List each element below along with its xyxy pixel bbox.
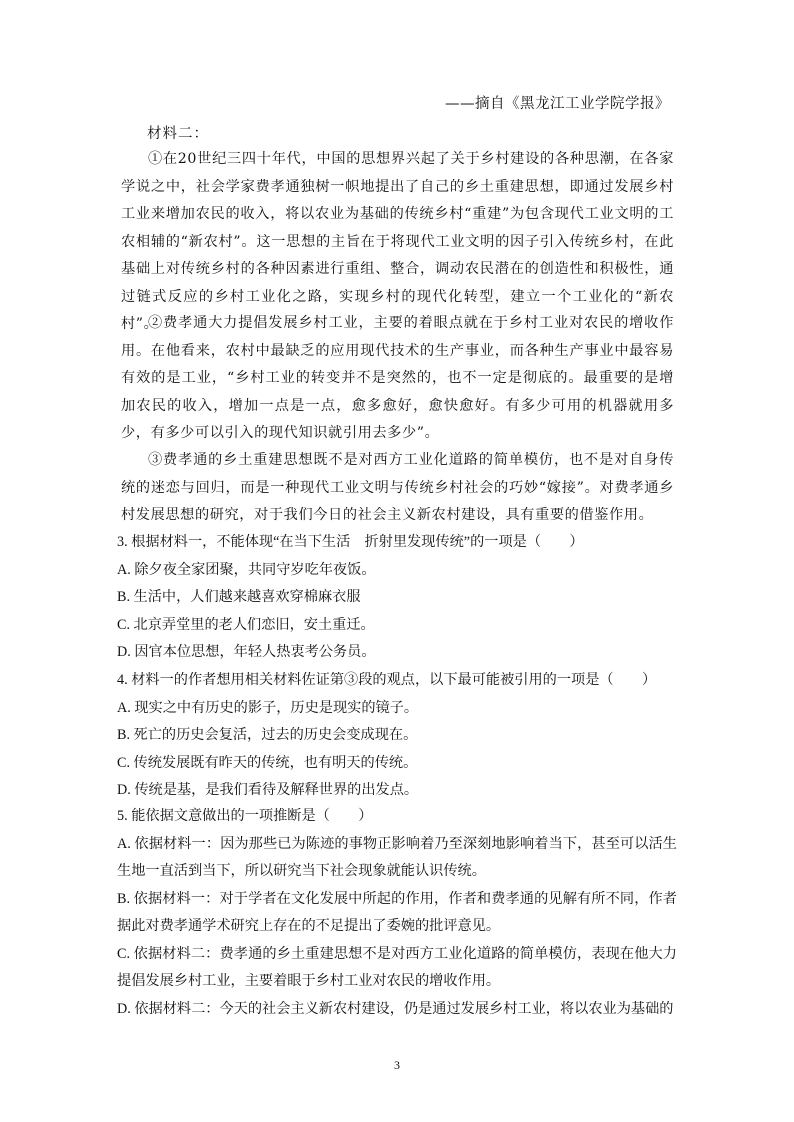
question-4-option-c: C. 传统发展既有昨天的传统，也有明天的传统。 [117, 754, 418, 771]
source-citation: ——摘自《黑龙江工业学院学报》 [445, 96, 670, 112]
question-3-option-c: C. 北京弄堂里的老人们恋旧，安土重迁。 [117, 616, 375, 633]
question-3-option-a: A. 除夕夜全家团聚，共同守岁吃年夜饭。 [117, 561, 376, 578]
material-2-paragraph-3: ③费孝通的乡土重建思想既不是对西方工业化道路的简单模仿，也不是对自身传统的迷恋与回归，而是一种现代工业文明与传统乡村社会的巧妙“嫁接”。对费孝通乡村发展思想的研究，对于我们今日的社会主义新农村建设，具有重要的借鉴作用。 [121, 452, 674, 523]
question-5-option-b: B. 依据材料一：对于学者在文化发展中所起的作用，作者和费孝通的见解有所不同，作者据此对费孝通学术研究上存在的不足提出了委婉的批评意见。 [117, 890, 677, 934]
question-4-option-a: A. 现实之中有历史的影子，历史是现实的镜子。 [117, 699, 419, 716]
question-3-option-b: B. 生活中，人们越来越喜欢穿棉麻衣服 [117, 589, 361, 605]
question-5-stem: 5. 能依据文意做出的一项推断是（ ） [117, 808, 373, 824]
question-4-stem: 4. 材料一的作者想用相关材料佐证第③段的观点，以下最可能被引用的一项是（ ） [117, 672, 657, 688]
material-2-title: 材料二： [147, 126, 209, 142]
question-3 [117, 529, 677, 667]
material-2-paragraph-1: ①在20世纪三四十年代，中国的思想界兴起了关于乡村建设的各种思潮，在各家学说之中，社会学家费孝通独树一帜地提出了自己的乡土重建思想，即通过发展乡村工业来增加农民的收入，将以农业为基础的传统乡村“重建”为包含现代工业文明的工农相辅的“新农村”。这一思想的主旨在于将现代工业文明的因子引入传统乡村，在此基础上对传统乡村的各种因素进行重组、整合，调动农民潜在的创造性和积极性，通过链式反应的乡村工业化之路，实现乡村的现代化转型，建立一个工业化的“新农村”。 [121, 151, 674, 332]
page-number: 3 [394, 1058, 400, 1072]
question-4 [117, 667, 677, 805]
question-4-option-b: B. 死亡的历史会复活，过去的历史会变成现在。 [117, 727, 418, 743]
question-3-option-d: D. 因官本位思想，年轻人热衷考公务员。 [117, 644, 376, 660]
question-5-option-c: C. 依据材料二：费孝通的乡土重建思想不是对西方工业化道路的简单模仿，表现在他大力提倡发展乡村工业，主要着眼于乡村工业对农民的增收作用。 [117, 945, 677, 989]
question-5-option-d: D. 依据材料二：今天的社会主义新农村建设，仍是通过发展乡村工业，将以农业为基础的 [117, 1000, 674, 1017]
question-4-option-d: D. 传统是基，是我们看待及解释世界的出发点。 [117, 782, 419, 798]
question-3-stem: 3. 根据材料一，不能体现“在当下生活 折射里发现传统”的一项是（ ） [117, 534, 584, 550]
question-5-option-a: A. 依据材料一：因为那些已为陈迹的事物正影响着乃至深刻地影响着当下，甚至可以活生生地一直活到当下，所以研究当下社会现象就能认识传统。 [117, 835, 677, 879]
material-2-paragraph-2: ②费孝通大力提倡发展乡村工业，主要的着眼点就在于乡村工业对农民的增收作用。在他看来，农村中最缺乏的应用现代技术的生产事业，而各种生产事业中最容易有效的是工业，“乡村工业的转变并不是突然的，也不一定是彻底的。最重要的是增加农民的收入，增加一点是一点，愈多愈好，愈快愈好。有多少可用的机器就用多少，有多少可以引入的现代知识就引用去多少”。 [121, 315, 674, 441]
question-5 [117, 803, 677, 1023]
